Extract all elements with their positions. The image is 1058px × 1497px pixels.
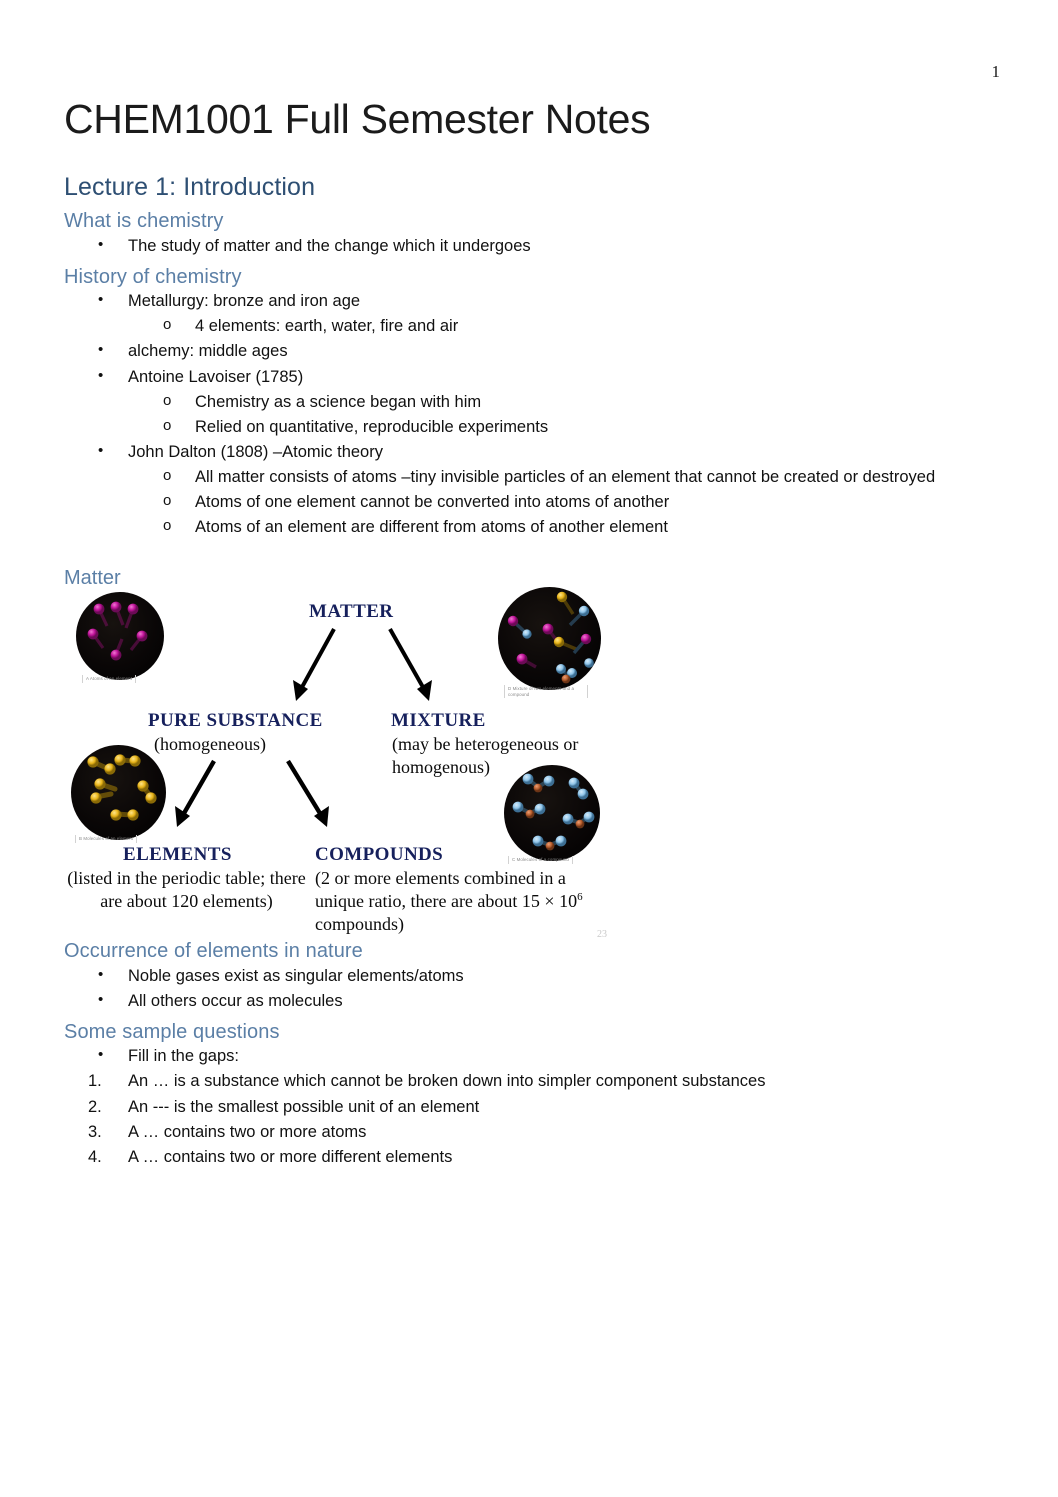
subheading-what-is-chemistry: What is chemistry	[64, 210, 224, 232]
list-item-text: Metallurgy: bronze and iron age	[128, 292, 361, 311]
circle-bullet-icon: o	[163, 466, 172, 484]
image-caption: D Mixture of two elements and a compound	[504, 685, 588, 698]
diagram-sub-compounds	[315, 867, 620, 936]
diagram-sub-elements: (listed in the periodic table; there are about 120 elements)	[67, 868, 306, 912]
diagram-label-pure-substance: PURE SUBSTANCE	[148, 710, 323, 731]
list-item-text: All others occur as molecules	[128, 991, 343, 1010]
subheading-matter: Matter	[64, 567, 121, 589]
page-title: CHEM1001 Full Semester Notes	[64, 96, 651, 142]
list-item-text: Atoms of an element are different from atoms of another element	[195, 517, 668, 536]
image-caption: C Molecules of a compound	[508, 856, 573, 864]
arrow-pure-substance-to-compounds	[280, 755, 340, 839]
circle-bullet-icon: o	[163, 491, 172, 509]
list-item-text: Relied on quantitative, reproducible experiments	[195, 417, 549, 436]
list-item-text: The study of matter and the change which it undergoes	[128, 236, 531, 255]
compounds-line-2: unique ratio, there are about 15 × 10	[315, 891, 578, 912]
list-item-text: An … is a substance which cannot be broken down into simpler component substances	[128, 1072, 766, 1091]
list-item	[64, 314, 994, 339]
image-caption: A Atoms of an element	[82, 675, 136, 683]
arrow-matter-to-mixture	[382, 623, 442, 713]
image-atoms-of-an-element	[76, 592, 164, 680]
list-number: 1.	[88, 1072, 102, 1091]
list-item-text: alchemy: middle ages	[128, 342, 288, 361]
list-item	[64, 465, 994, 490]
diagram-sub-pure-substance: (homogeneous)	[154, 734, 266, 754]
numbered-list-item	[64, 1120, 994, 1145]
image-mixture-of-two-elements-and-a-compound	[498, 587, 601, 690]
list-item-text: Fill in the gaps:	[128, 1047, 239, 1066]
circle-bullet-icon: o	[163, 316, 172, 334]
subheading-history-of-chemistry: History of chemistry	[64, 265, 242, 288]
image-molecules-of-a-compound	[504, 765, 600, 861]
numbered-list-item	[64, 1069, 994, 1094]
arrow-pure-substance-to-elements	[166, 755, 226, 839]
image-caption: B Molecules of an element	[75, 835, 137, 843]
bullet-icon: •	[98, 441, 104, 459]
list-item	[64, 390, 994, 415]
content-upper	[64, 210, 994, 540]
list-number: 2.	[88, 1097, 102, 1116]
list-item-text: Antoine Lavoiser (1785)	[128, 367, 304, 386]
compounds-line-3: compounds)	[315, 914, 404, 935]
bullet-icon: •	[98, 1046, 104, 1064]
list-item	[64, 989, 994, 1014]
bullet-icon: •	[98, 235, 104, 253]
arrow-matter-to-pure-substance	[284, 623, 344, 713]
image-molecules-of-an-element	[71, 745, 166, 840]
compounds-exponent: 6	[577, 891, 583, 904]
list-number: 3.	[88, 1122, 102, 1141]
list-item-text: A … contains two or more atoms	[128, 1122, 367, 1141]
bullet-icon: •	[98, 341, 104, 359]
list-item	[64, 964, 994, 989]
subheading-some-sample-questions: Some sample questions	[64, 1020, 280, 1043]
subheading-occurrence-of-elements: Occurrence of elements in nature	[64, 940, 363, 962]
diagram-label-mixture: MIXTURE	[391, 710, 486, 731]
list-item	[64, 234, 994, 259]
page-number: 1	[991, 62, 1000, 81]
list-item	[64, 1044, 994, 1069]
circle-bullet-icon: o	[163, 391, 172, 409]
diagram-label-compounds: COMPOUNDS	[315, 844, 444, 865]
list-item	[64, 515, 994, 540]
list-item-text: An --- is the smallest possible unit of an element	[128, 1097, 480, 1116]
circle-bullet-icon: o	[163, 416, 172, 434]
list-item	[64, 365, 994, 390]
circle-bullet-icon: o	[163, 516, 172, 534]
list-item	[64, 289, 994, 314]
bullet-icon: •	[98, 990, 104, 1008]
diagram-label-elements: ELEMENTS	[123, 844, 232, 865]
content-lower	[64, 940, 994, 1170]
list-item-text: Noble gases exist as singular elements/atoms	[128, 966, 464, 985]
slide-number: 23	[597, 929, 607, 940]
compounds-line-1: (2 or more elements combined in a	[315, 868, 566, 888]
list-item-text: 4 elements: earth, water, fire and air	[195, 317, 459, 336]
diagram-label-matter: MATTER	[309, 601, 394, 622]
list-item	[64, 415, 994, 440]
list-item-text: Chemistry as a science began with him	[195, 392, 482, 411]
numbered-list-item	[64, 1145, 994, 1170]
list-item-text: John Dalton (1808) –Atomic theory	[128, 442, 383, 461]
matter-classification-diagram	[64, 567, 664, 947]
bullet-icon: •	[98, 366, 104, 384]
list-item	[64, 339, 994, 364]
list-item-text: Atoms of one element cannot be converted into atoms of another	[195, 492, 670, 511]
numbered-list-item	[64, 1095, 994, 1120]
list-item	[64, 490, 994, 515]
list-item-text: All matter consists of atoms –tiny invisible particles of an element that cannot be created or destroyed	[195, 467, 936, 486]
bullet-icon: •	[98, 965, 104, 983]
section-heading-lecture: Lecture 1: Introduction	[64, 173, 316, 201]
list-item	[64, 440, 994, 465]
diagram-sub-mixture: (may be heterogeneous or homogenous)	[392, 734, 579, 778]
list-number: 4.	[88, 1147, 102, 1166]
list-item-text: A … contains two or more different elements	[128, 1147, 453, 1166]
bullet-icon: •	[98, 291, 104, 309]
